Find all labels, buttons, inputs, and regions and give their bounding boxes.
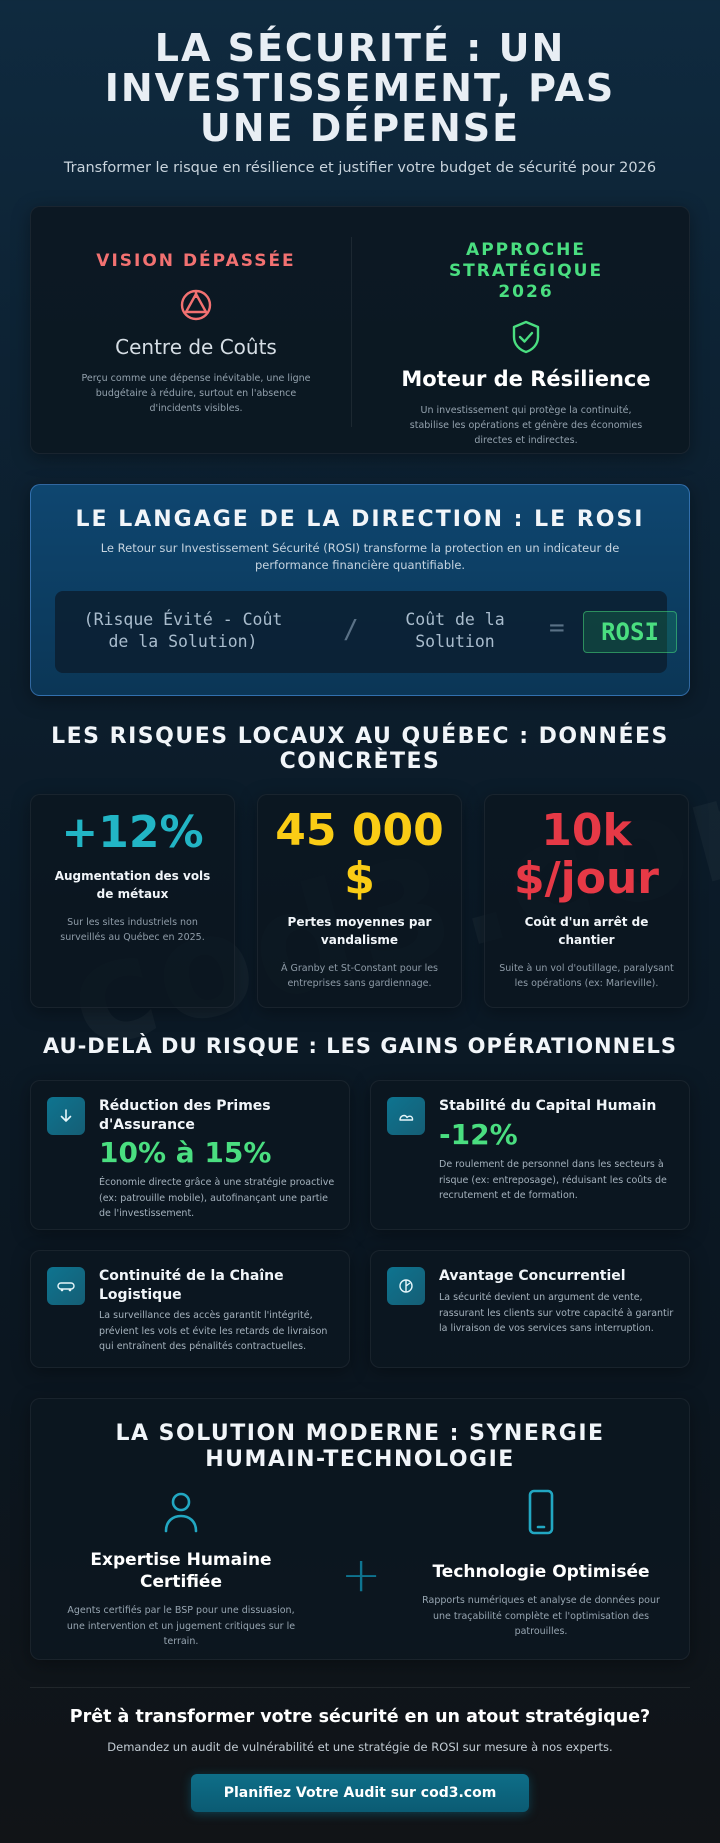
old-vision-description: Perçu comme une dépense inévitable, une ligne budgétaire à réduire, surtout en l'absence d'incidents visibles. xyxy=(81,373,311,414)
risk-stat-label: Augmentation des vols de métaux xyxy=(54,869,211,901)
formula-numerator: (Risque Évité - Coût de la Solution) xyxy=(83,610,283,651)
gain-card xyxy=(30,1250,350,1368)
risk-stat-note: Sur les sites industriels non surveillés au Québec en 2025. xyxy=(60,917,205,943)
technology-title: Technologie Optimisée xyxy=(432,1562,650,1582)
rosi-formula xyxy=(55,591,667,673)
gain-title: Continuité de la Chaîne Logistique xyxy=(99,1268,284,1303)
rosi-panel xyxy=(30,484,690,696)
risk-stat-value: 10k $/jour xyxy=(513,805,660,904)
solution-panel xyxy=(30,1398,690,1660)
page-subtitle: Transformer le risque en résilience et justifier votre budget de sécurité pour 2026 xyxy=(63,160,657,176)
gain-description: La sécurité devient un argument de vente, rassurant les clients sur votre capacité à garantir la livraison de vos services sans interruption. xyxy=(439,1292,674,1334)
warning-triangle-icon xyxy=(176,285,216,325)
technology-description: Rapports numériques et analyse de données pour une traçabilité complète et l'optimisation des patrouilles. xyxy=(422,1595,660,1637)
gains-section-title: AU-DELÀ DU RISQUE : LES GAINS OPÉRATIONNELS xyxy=(42,1034,678,1058)
risk-stat-label: Coût d'un arrêt de chantier xyxy=(524,915,649,947)
cta-subtitle: Demandez un audit de vulnérabilité et une stratégie de ROSI sur mesure à nos experts. xyxy=(107,1740,613,1754)
formula-equals-sign: = xyxy=(549,613,565,643)
formula-denominator: Coût de la Solution xyxy=(405,610,505,651)
page-header xyxy=(0,28,720,176)
new-approach-description: Un investissement qui protège la continuité, stabilise les opérations et génère des économies directes et indirectes. xyxy=(409,405,643,446)
risk-stat-value: +12% xyxy=(61,807,204,858)
cta-title: Prêt à transformer votre sécurité en un atout stratégique? xyxy=(69,1707,651,1727)
gain-value: 10% à 15% xyxy=(99,1136,272,1169)
person-icon xyxy=(160,1489,202,1535)
section-divider xyxy=(30,1687,690,1688)
risk-stat-label: Pertes moyennes par vandalisme xyxy=(287,915,432,947)
truck-icon xyxy=(47,1267,85,1305)
risk-stat-card xyxy=(484,794,689,1008)
risks-section-title: LES RISQUES LOCAUX AU QUÉBEC : DONNÉES CONCRÈTES xyxy=(51,724,669,774)
team-icon xyxy=(387,1097,425,1135)
gain-title: Réduction des Primes d'Assurance xyxy=(99,1098,271,1133)
gain-description: De roulement de personnel dans les secteurs à risque (ex: entreposage), réduisant les coûts de recrutement et de formation. xyxy=(439,1159,667,1201)
old-vision-column xyxy=(31,207,361,455)
risk-stat-note: Suite à un vol d'outillage, paralysant les opérations (ex: Marieville). xyxy=(499,963,674,989)
plus-icon: + xyxy=(341,1547,382,1603)
formula-result-badge: ROSI xyxy=(583,611,677,653)
gain-card xyxy=(30,1080,350,1230)
risk-stat-card xyxy=(30,794,235,1008)
technology-column xyxy=(416,1489,666,1640)
human-expertise-description: Agents certifiés par le BSP pour une dissuasion, une intervention et un jugement critiques sur le terrain. xyxy=(66,1605,296,1647)
rosi-title: LE LANGAGE DE LA DIRECTION : LE ROSI xyxy=(75,507,645,532)
arrow-down-icon xyxy=(47,1097,85,1135)
old-vision-title: Centre de Coûts xyxy=(115,335,277,359)
plan-audit-button[interactable]: Planifiez Votre Audit sur cod3.com xyxy=(191,1774,529,1812)
new-approach-title: Moteur de Résilience xyxy=(401,367,651,391)
gain-description: Économie directe grâce à une stratégie proactive (ex: patrouille mobile), autofinançant une partie de l'investissement. xyxy=(99,1177,335,1219)
gain-title: Avantage Concurrentiel xyxy=(439,1268,626,1284)
human-expertise-title: Expertise Humaine Certifiée xyxy=(90,1550,272,1592)
solution-title: LA SOLUTION MODERNE : SYNERGIE HUMAIN-TECHNOLOGIE xyxy=(115,1421,605,1472)
smartphone-icon xyxy=(520,1489,562,1535)
column-divider xyxy=(351,237,352,427)
page-title: LA SÉCURITÉ : UN INVESTISSEMENT, PAS UNE DÉPENSE xyxy=(104,26,616,150)
gain-card xyxy=(370,1080,690,1230)
risk-stat-card xyxy=(257,794,462,1008)
new-approach-kicker: APPROCHE STRATÉGIQUE 2026 xyxy=(448,240,604,302)
comparison-panel xyxy=(30,206,690,454)
human-expertise-column xyxy=(56,1489,306,1650)
old-vision-kicker: VISION DÉPASSÉE xyxy=(96,251,296,271)
formula-divide-sign: / xyxy=(343,615,359,645)
risk-stat-value: 45 000 $ xyxy=(275,805,444,904)
new-approach-column xyxy=(361,207,691,455)
award-icon xyxy=(387,1267,425,1305)
gain-card xyxy=(370,1250,690,1368)
rosi-description: Le Retour sur Investissement Sécurité (ROSI) transforme la protection en un indicateur de performance financière quantifiable. xyxy=(100,541,620,572)
gain-value: -12% xyxy=(439,1118,518,1151)
risk-stat-note: À Granby et St-Constant pour les entreprises sans gardiennage. xyxy=(280,963,439,989)
shield-check-icon xyxy=(506,317,546,357)
gain-description: La surveillance des accès garantit l'intégrité, prévient les vols et évite les retards de livraison qui entraînent des pénalités contractuelles. xyxy=(99,1310,328,1352)
gain-title: Stabilité du Capital Humain xyxy=(439,1098,657,1114)
